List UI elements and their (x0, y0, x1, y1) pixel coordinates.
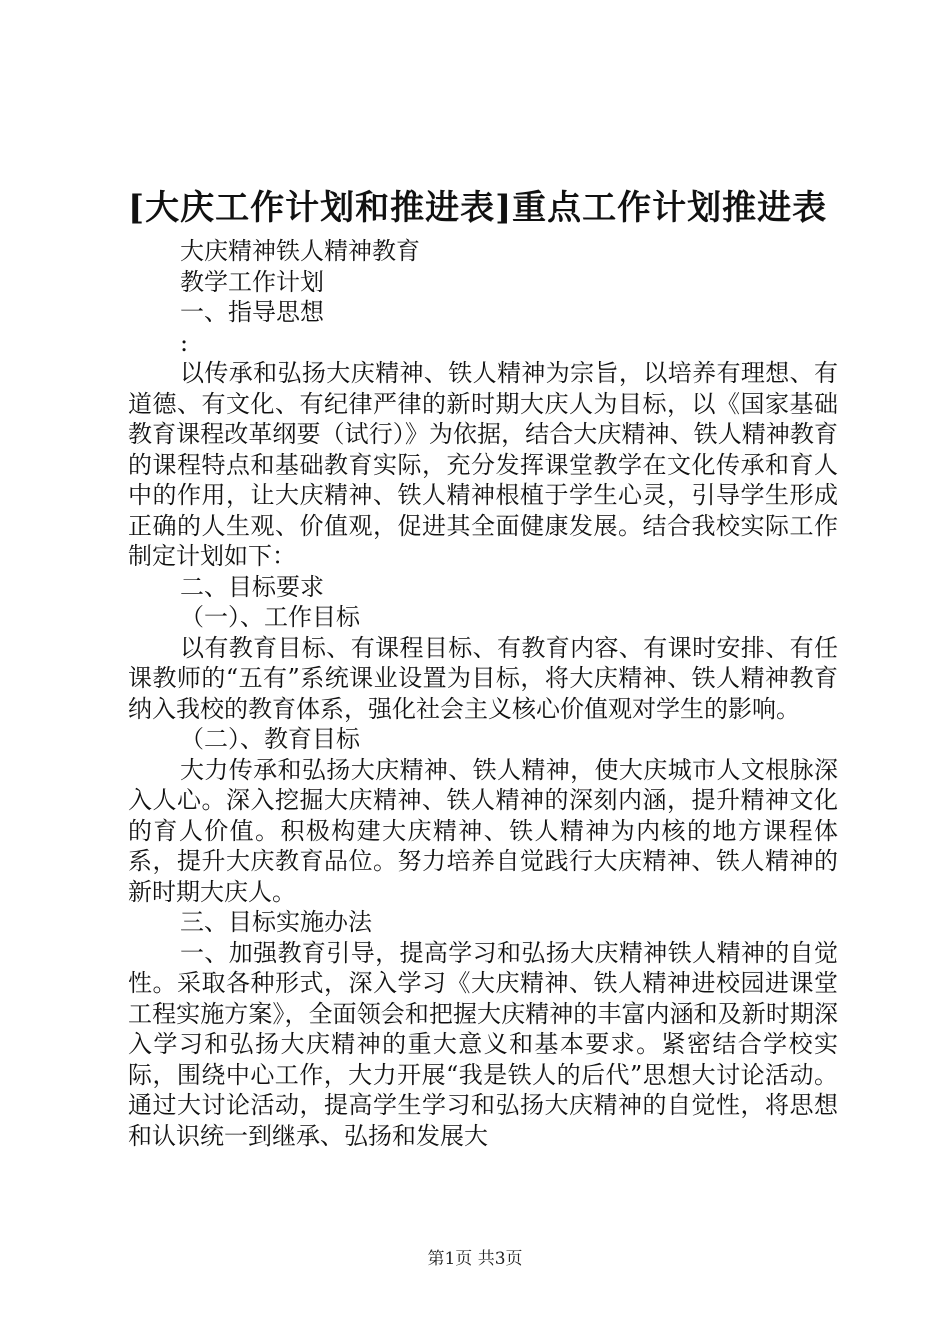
subsection-heading: （一）、工作目标 (180, 603, 360, 631)
colon-line: : (180, 328, 189, 357)
page-footer: 第1页 共3页 (427, 1249, 523, 1269)
section-heading: 二、目标要求 (180, 572, 324, 601)
section-heading: 三、目标实施办法 (180, 908, 372, 936)
subsection-heading: （二）、教育目标 (180, 725, 360, 753)
subtitle-line: 大庆精神铁人精神教育 (180, 237, 420, 265)
document-title: [大庆工作计划和推进表]重点工作计划推进表 (128, 188, 828, 228)
document-body (128, 236, 838, 1151)
paragraph: 以有教育目标、有课程目标、有教育内容、有课时安排、有任课教师的“五有”系统课业设置为目标，将大庆精神、铁人精神教育纳入我校的教育体系，强化社会主义核心价值观对学生的影响。 (128, 633, 838, 723)
subtitle-line: 教学工作计划 (180, 267, 324, 296)
paragraph: 大力传承和弘扬大庆精神、铁人精神，使大庆城市人文根脉深入人心。深入挖掘大庆精神、铁人精神的深刻内涵，提升精神文化的育人价值。积极构建大庆精神、铁人精神为内核的地方课程体系，提升大庆教育品位。努力培养自觉践行大庆精神、铁人精神的新时期大庆人。 (128, 755, 838, 906)
section-heading: 一、指导思想 (180, 298, 324, 326)
paragraph: 一、加强教育引导，提高学习和弘扬大庆精神铁人精神的自觉性。采取各种形式，深入学习《大庆精神、铁人精神进校园进课堂工程实施方案》，全面领会和把握大庆精神的丰富内涵和及新时期深入学习和弘扬大庆精神的重大意义和基本要求。紧密结合学校实际，围绕中心工作，大力开展“我是铁人的后代”思想大讨论活动。通过大讨论活动，提高学生学习和弘扬大庆精神的自觉性，将思想和认识统一到继承、弘扬和发展大 (128, 938, 838, 1150)
paragraph: 以传承和弘扬大庆精神、铁人精神为宗旨，以培养有理想、有道德、有文化、有纪律严律的新时期大庆人为目标，以《国家基础教育课程改革纲要（试行）》为依据，结合大庆精神、铁人精神教育的课程特点和基础教育实际，充分发挥课堂教学在文化传承和育人中的作用，让大庆精神、铁人精神根植于学生心灵，引导学生形成正确的人生观、价值观，促进其全面健康发展。结合我校实际工作制定计划如下： (128, 359, 838, 570)
